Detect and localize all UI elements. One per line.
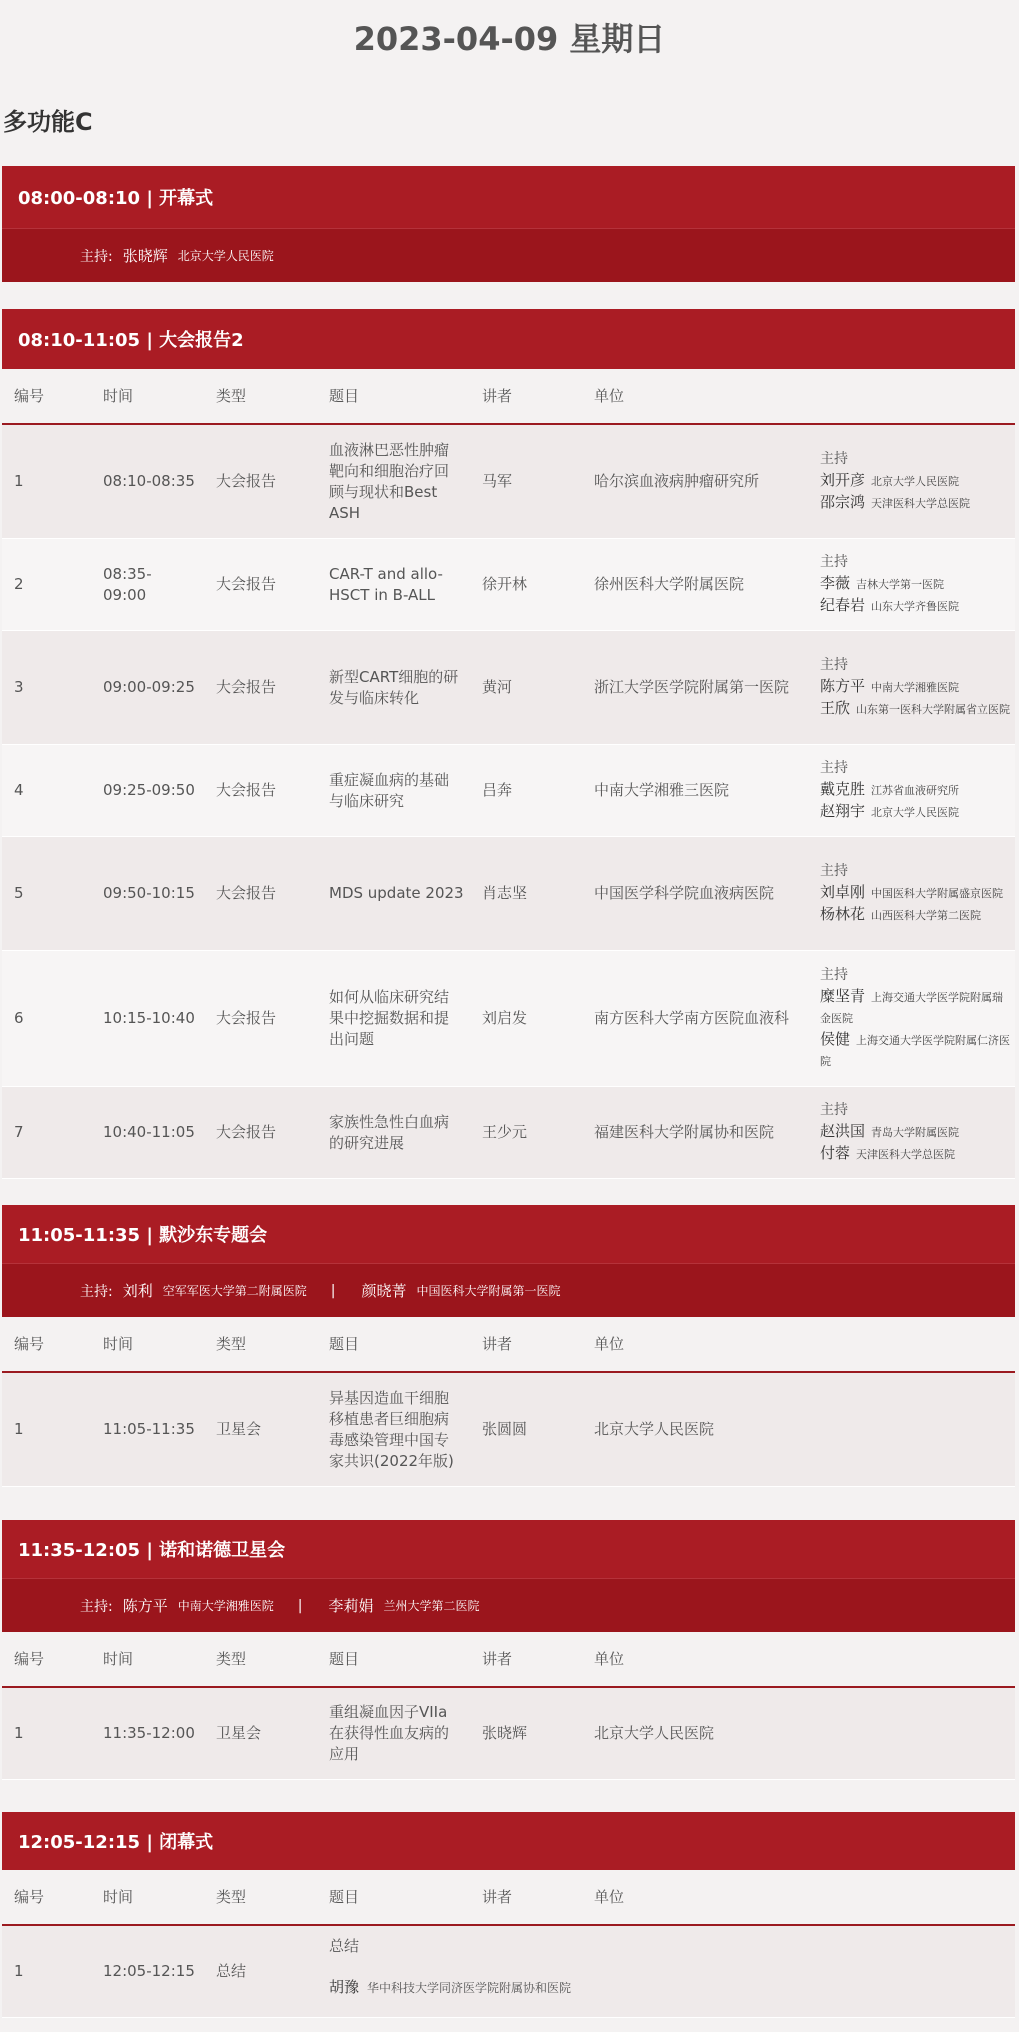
section-title[interactable]: 11:05-11:35 | 默沙东专题会 [2,1205,1015,1263]
row-speaker: 刘启发 [482,1009,528,1027]
row-topic: 如何从临床研究结果中挖掘数据和提出问题 [329,988,450,1048]
row-hosts [820,758,1012,823]
row-topic: 新型CART细胞的研发与临床转化 [329,667,459,707]
host-org: 山西医科大学第二医院 [871,909,982,922]
chair-name: 刘利 [122,1282,153,1300]
chair-name: 李莉娟 [328,1597,374,1615]
row-type: 总结 [216,1962,247,1980]
host-org: 北京大学人民医院 [871,475,960,488]
host-label: 主持 [820,554,848,570]
chair-org: 北京大学人民医院 [177,249,274,263]
host-label: 主持 [820,863,848,879]
host-name: 陈方平 [820,677,866,695]
section-title[interactable]: 08:00-08:10 | 开幕式 [2,166,1015,228]
row-type: 大会报告 [216,472,277,490]
row-topic: MDS update 2023 [329,884,464,902]
table-row [2,539,1015,631]
row-hosts [820,449,1012,514]
row-topic: 血液淋巴恶性肿瘤靶向和细胞治疗回顾与现状和Best ASH [329,440,450,522]
host-name: 李薇 [820,574,851,592]
row-time: 12:05-12:15 [103,1962,195,1980]
row-no: 5 [14,884,24,902]
table-header [2,1632,1015,1688]
chair-separator: | [297,1597,303,1614]
row-speaker: 王少元 [482,1123,528,1141]
row-topic: 家族性急性白血病的研究进展 [329,1112,450,1152]
host-name: 刘卓刚 [820,883,866,901]
host-org: 中国医科大学附属盛京医院 [871,887,1004,900]
table-row [2,951,1015,1087]
row-summary [329,1936,829,1999]
row-speaker: 张晓辉 [482,1724,528,1742]
row-type: 大会报告 [216,884,277,902]
col-header-type: 类型 [216,1649,247,1668]
row-no: 1 [14,1962,24,1980]
chair-org: 中南大学湘雅医院 [177,1599,274,1613]
row-no: 1 [14,1420,24,1438]
row-time: 09:50-10:15 [103,884,195,902]
col-header-no: 编号 [14,1334,45,1353]
chair-bar [2,228,1015,282]
host-name: 刘开彦 [820,471,866,489]
col-header-speaker: 讲者 [482,1649,513,1668]
col-header-topic: 题目 [329,1887,360,1906]
col-header-no: 编号 [14,1649,45,1668]
chair-org: 兰州大学第二医院 [383,1599,480,1613]
col-header-speaker: 讲者 [482,1887,513,1906]
chair-name: 颜晓菁 [361,1282,407,1300]
chair-label: 主持: [80,1598,113,1615]
row-time: 09:00-09:25 [103,678,195,696]
host-org: 上海交通大学医学院附属仁济医院 [820,1034,1011,1068]
row-speaker: 马军 [482,472,513,490]
host-name: 赵翔宇 [820,802,866,820]
col-header-time: 时间 [103,1887,134,1906]
table-header [2,1870,1015,1926]
chair-name: 陈方平 [122,1597,168,1615]
host-org: 山东大学齐鲁医院 [871,600,960,613]
row-type: 卫星会 [216,1420,262,1438]
row-type: 卫星会 [216,1724,262,1742]
section-opening [2,166,1015,282]
host-org: 中南大学湘雅医院 [871,681,960,694]
row-no: 6 [14,1009,24,1027]
row-hosts [820,861,1012,926]
section-closing [2,1812,1015,2018]
col-header-unit: 单位 [594,1649,625,1668]
row-topic: 总结 [329,1937,360,1955]
row-time: 08:35-09:00 [103,564,152,604]
row-speaker: 张圆圆 [482,1420,528,1438]
section-title[interactable]: 11:35-12:05 | 诺和诺德卫星会 [2,1520,1015,1578]
row-unit: 中国医学科学院血液病医院 [594,884,775,902]
col-header-unit: 单位 [594,386,625,405]
col-header-type: 类型 [216,386,247,405]
row-time: 11:35-12:00 [103,1724,195,1742]
row-no: 7 [14,1123,24,1141]
row-topic: 重症凝血病的基础与临床研究 [329,770,450,810]
col-header-no: 编号 [14,386,45,405]
col-header-topic: 题目 [329,1334,360,1353]
host-name: 杨林花 [820,905,866,923]
table-row [2,1688,1015,1780]
host-name: 纪春岩 [820,596,866,614]
row-time: 10:15-10:40 [103,1009,195,1027]
row-time: 11:05-11:35 [103,1420,195,1438]
row-hosts [820,1100,1012,1165]
host-org: 江苏省血液研究所 [871,784,960,797]
chair-separator: | [330,1282,336,1299]
col-header-no: 编号 [14,1887,45,1906]
table-row [2,631,1015,745]
col-header-type: 类型 [216,1334,247,1353]
speaker-name: 胡豫 [329,1978,360,1996]
speaker-org: 华中科技大学同济医学院附属协和医院 [367,1981,572,1995]
row-unit: 浙江大学医学院附属第一医院 [594,678,790,696]
host-org: 上海交通大学医学院附属瑞金医院 [820,991,1004,1025]
row-type: 大会报告 [216,678,277,696]
row-type: 大会报告 [216,1009,277,1027]
host-org: 山东第一医科大学附属省立医院 [856,703,1011,716]
col-header-topic: 题目 [329,386,360,405]
row-unit: 哈尔滨血液病肿瘤研究所 [594,472,760,490]
chair-org: 中国医科大学附属第一医院 [416,1284,561,1298]
row-no: 1 [14,472,24,490]
host-org: 青岛大学附属医院 [871,1126,960,1139]
host-org: 吉林大学第一医院 [856,578,945,591]
page-title: 2023-04-09 星期日 [353,20,666,58]
host-org: 北京大学人民医院 [871,806,960,819]
col-header-unit: 单位 [594,1887,625,1906]
row-topic: 异基因造血干细胞移植患者巨细胞病毒感染管理中国专家共识(2022年版) [329,1388,454,1470]
section-title[interactable]: 08:10-11:05 | 大会报告2 [2,309,1015,369]
row-topic: CAR-T and allo-HSCT in B-ALL [329,564,443,604]
host-org: 天津医科大学总医院 [856,1148,956,1161]
chair-bar [2,1263,1015,1317]
chair-bar [2,1578,1015,1632]
table-row [2,745,1015,837]
col-header-unit: 单位 [594,1334,625,1353]
table-row [2,1373,1015,1487]
table-row [2,425,1015,539]
host-label: 主持 [820,1102,848,1118]
host-name: 王欣 [820,699,851,717]
col-header-speaker: 讲者 [482,386,513,405]
section-msd [2,1205,1015,1487]
chair-label: 主持: [80,248,113,265]
row-unit: 徐州医科大学附属医院 [594,575,745,593]
row-topic: 重组凝血因子VIIa在获得性血友病的应用 [329,1703,450,1763]
host-label: 主持 [820,451,848,467]
col-header-time: 时间 [103,386,134,405]
row-speaker: 肖志坚 [482,884,528,902]
row-no: 3 [14,678,24,696]
table-header [2,369,1015,425]
row-no: 1 [14,1724,24,1742]
chair-org: 空军军医大学第二附属医院 [162,1284,307,1298]
chair-name: 张晓辉 [122,247,168,265]
row-unit: 福建医科大学附属协和医院 [594,1123,775,1141]
section-novo [2,1520,1015,1780]
row-speaker: 黄河 [482,678,513,696]
section-title[interactable]: 12:05-12:15 | 闭幕式 [2,1812,1015,1870]
col-header-speaker: 讲者 [482,1334,513,1353]
row-speaker: 徐开林 [482,575,528,593]
row-no: 2 [14,575,24,593]
row-unit: 北京大学人民医院 [594,1724,715,1742]
row-time: 09:25-09:50 [103,781,195,799]
host-name: 付蓉 [820,1144,851,1162]
host-label: 主持 [820,657,848,673]
row-hosts [820,552,1012,617]
table-row [2,837,1015,951]
host-label: 主持 [820,760,848,776]
row-type: 大会报告 [216,575,277,593]
col-header-time: 时间 [103,1334,134,1353]
venue-title: 多功能C [3,108,93,136]
host-name: 侯健 [820,1030,851,1048]
row-time: 10:40-11:05 [103,1123,195,1141]
row-speaker: 吕奔 [482,781,513,799]
row-hosts [820,965,1012,1072]
col-header-time: 时间 [103,1649,134,1668]
row-unit: 北京大学人民医院 [594,1420,715,1438]
table-header [2,1317,1015,1373]
host-name: 戴克胜 [820,780,866,798]
host-name: 糜坚青 [820,987,866,1005]
row-no: 4 [14,781,24,799]
row-type: 大会报告 [216,1123,277,1141]
host-label: 主持 [820,967,848,983]
row-unit: 中南大学湘雅三医院 [594,781,730,799]
chair-label: 主持: [80,1283,113,1300]
host-org: 天津医科大学总医院 [871,497,971,510]
row-hosts [820,655,1012,720]
table-row [2,1087,1015,1179]
row-unit: 南方医科大学南方医院血液科 [594,1009,790,1027]
col-header-type: 类型 [216,1887,247,1906]
host-name: 邵宗鸿 [820,493,866,511]
table-row [2,1926,1015,2018]
col-header-topic: 题目 [329,1649,360,1668]
row-time: 08:10-08:35 [103,472,195,490]
row-type: 大会报告 [216,781,277,799]
section-plenary [2,309,1015,1179]
host-name: 赵洪国 [820,1122,866,1140]
